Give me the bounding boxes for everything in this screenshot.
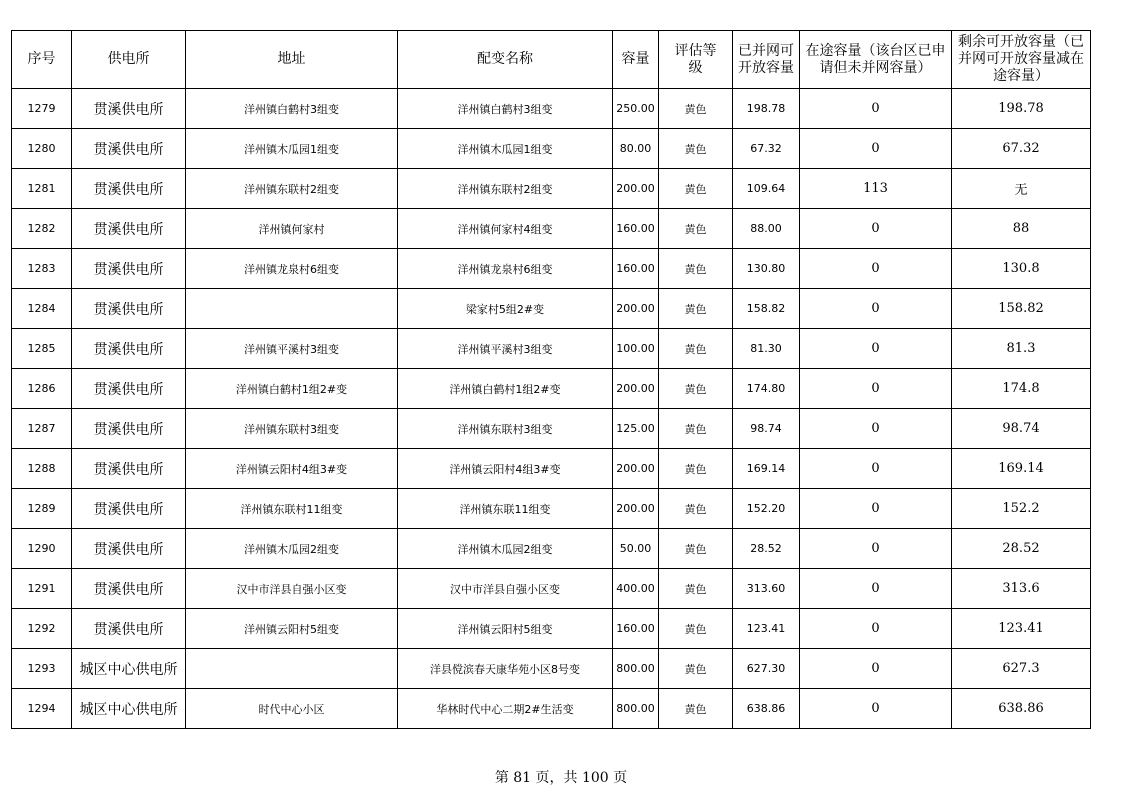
cell-capacity: 800.00 <box>613 649 659 689</box>
cell-station: 贯溪供电所 <box>72 569 186 609</box>
cell-no: 1284 <box>12 289 72 329</box>
cell-capacity: 200.00 <box>613 169 659 209</box>
cell-station: 贯溪供电所 <box>72 89 186 129</box>
cell-connected: 88.00 <box>733 209 800 249</box>
cell-address <box>186 289 398 329</box>
table-row <box>12 529 1091 569</box>
header-capacity: 容量 <box>613 31 659 89</box>
cell-address: 洋州镇何家村 <box>186 209 398 249</box>
cell-address: 洋州镇木瓜园1组变 <box>186 129 398 169</box>
cell-connected: 158.82 <box>733 289 800 329</box>
cell-address: 汉中市洋县自强小区变 <box>186 569 398 609</box>
cell-remaining: 81.3 <box>952 329 1091 369</box>
cell-capacity: 200.00 <box>613 449 659 489</box>
cell-station: 贯溪供电所 <box>72 369 186 409</box>
cell-address: 洋州镇东联村3组变 <box>186 409 398 449</box>
cell-transformer: 洋州镇东联村2组变 <box>398 169 613 209</box>
table-row <box>12 249 1091 289</box>
cell-no: 1292 <box>12 609 72 649</box>
cell-remaining: 627.3 <box>952 649 1091 689</box>
cell-station: 贯溪供电所 <box>72 249 186 289</box>
cell-station: 贯溪供电所 <box>72 489 186 529</box>
table-row <box>12 89 1091 129</box>
cell-pending: 113 <box>800 169 952 209</box>
cell-connected: 130.80 <box>733 249 800 289</box>
cell-connected: 169.14 <box>733 449 800 489</box>
cell-pending: 0 <box>800 569 952 609</box>
table-row <box>12 169 1091 209</box>
table-row <box>12 329 1091 369</box>
cell-grade: 黄色 <box>659 89 733 129</box>
table-row <box>12 489 1091 529</box>
cell-connected: 198.78 <box>733 89 800 129</box>
cell-station: 城区中心供电所 <box>72 689 186 729</box>
cell-grade: 黄色 <box>659 529 733 569</box>
cell-capacity: 200.00 <box>613 289 659 329</box>
table-row <box>12 649 1091 689</box>
cell-station: 贯溪供电所 <box>72 129 186 169</box>
table-row <box>12 689 1091 729</box>
cell-no: 1279 <box>12 89 72 129</box>
cell-grade: 黄色 <box>659 329 733 369</box>
cell-address: 时代中心小区 <box>186 689 398 729</box>
table-row <box>12 449 1091 489</box>
cell-grade: 黄色 <box>659 609 733 649</box>
cell-remaining: 130.8 <box>952 249 1091 289</box>
cell-no: 1287 <box>12 409 72 449</box>
cell-capacity: 125.00 <box>613 409 659 449</box>
cell-station: 贯溪供电所 <box>72 209 186 249</box>
cell-pending: 0 <box>800 649 952 689</box>
cell-capacity: 100.00 <box>613 329 659 369</box>
cell-no: 1291 <box>12 569 72 609</box>
cell-transformer: 洋州镇白鹤村1组2#变 <box>398 369 613 409</box>
cell-grade: 黄色 <box>659 409 733 449</box>
cell-remaining: 67.32 <box>952 129 1091 169</box>
cell-station: 城区中心供电所 <box>72 649 186 689</box>
header-address: 地址 <box>186 31 398 89</box>
cell-no: 1282 <box>12 209 72 249</box>
cell-station: 贯溪供电所 <box>72 609 186 649</box>
table-row <box>12 569 1091 609</box>
cell-transformer: 洋州镇何家村4组变 <box>398 209 613 249</box>
cell-grade: 黄色 <box>659 489 733 529</box>
cell-remaining: 158.82 <box>952 289 1091 329</box>
cell-address <box>186 649 398 689</box>
cell-connected: 123.41 <box>733 609 800 649</box>
cell-transformer: 洋州镇东联村3组变 <box>398 409 613 449</box>
header-pending: 在途容量（该台区已申请但未并网容量） <box>800 31 952 89</box>
cell-grade: 黄色 <box>659 569 733 609</box>
cell-connected: 174.80 <box>733 369 800 409</box>
cell-transformer: 华林时代中心二期2#生活变 <box>398 689 613 729</box>
cell-remaining: 88 <box>952 209 1091 249</box>
cell-pending: 0 <box>800 489 952 529</box>
cell-remaining: 313.6 <box>952 569 1091 609</box>
cell-capacity: 160.00 <box>613 209 659 249</box>
cell-remaining: 198.78 <box>952 89 1091 129</box>
cell-address: 洋州镇木瓜园2组变 <box>186 529 398 569</box>
cell-connected: 313.60 <box>733 569 800 609</box>
cell-transformer: 洋州镇东联11组变 <box>398 489 613 529</box>
cell-remaining: 无 <box>952 169 1091 209</box>
cell-pending: 0 <box>800 409 952 449</box>
cell-no: 1294 <box>12 689 72 729</box>
cell-transformer: 洋州镇木瓜园2组变 <box>398 529 613 569</box>
cell-remaining: 123.41 <box>952 609 1091 649</box>
header-grade: 评估等级 <box>659 31 733 89</box>
page-footer: 第 81 页，共 100 页 <box>494 770 628 786</box>
cell-station: 贯溪供电所 <box>72 409 186 449</box>
cell-station: 贯溪供电所 <box>72 169 186 209</box>
cell-pending: 0 <box>800 329 952 369</box>
cell-address: 洋州镇白鹤村1组2#变 <box>186 369 398 409</box>
cell-capacity: 50.00 <box>613 529 659 569</box>
table-row <box>12 609 1091 649</box>
cell-address: 洋州镇白鹤村3组变 <box>186 89 398 129</box>
cell-station: 贯溪供电所 <box>72 529 186 569</box>
cell-capacity: 800.00 <box>613 689 659 729</box>
header-station: 供电所 <box>72 31 186 89</box>
cell-grade: 黄色 <box>659 129 733 169</box>
cell-pending: 0 <box>800 289 952 329</box>
cell-transformer: 洋州镇木瓜园1组变 <box>398 129 613 169</box>
cell-grade: 黄色 <box>659 209 733 249</box>
cell-grade: 黄色 <box>659 169 733 209</box>
table-row <box>12 409 1091 449</box>
cell-transformer: 汉中市洋县自强小区变 <box>398 569 613 609</box>
cell-pending: 0 <box>800 689 952 729</box>
cell-no: 1286 <box>12 369 72 409</box>
cell-no: 1280 <box>12 129 72 169</box>
cell-address: 洋州镇云阳村5组变 <box>186 609 398 649</box>
cell-grade: 黄色 <box>659 449 733 489</box>
cell-pending: 0 <box>800 369 952 409</box>
cell-pending: 0 <box>800 249 952 289</box>
cell-connected: 152.20 <box>733 489 800 529</box>
cell-grade: 黄色 <box>659 689 733 729</box>
cell-capacity: 80.00 <box>613 129 659 169</box>
cell-remaining: 174.8 <box>952 369 1091 409</box>
cell-transformer: 洋县傥滨春天康华苑小区8号变 <box>398 649 613 689</box>
cell-no: 1281 <box>12 169 72 209</box>
cell-connected: 638.86 <box>733 689 800 729</box>
cell-capacity: 250.00 <box>613 89 659 129</box>
cell-no: 1293 <box>12 649 72 689</box>
cell-connected: 109.64 <box>733 169 800 209</box>
table-row <box>12 129 1091 169</box>
cell-transformer: 洋州镇平溪村3组变 <box>398 329 613 369</box>
header-remaining: 剩余可开放容量（已并网可开放容量减在途容量） <box>952 31 1091 89</box>
cell-connected: 81.30 <box>733 329 800 369</box>
table-row <box>12 209 1091 249</box>
cell-address: 洋州镇云阳村4组3#变 <box>186 449 398 489</box>
cell-station: 贯溪供电所 <box>72 289 186 329</box>
cell-capacity: 400.00 <box>613 569 659 609</box>
header-transformer: 配变名称 <box>398 31 613 89</box>
cell-pending: 0 <box>800 529 952 569</box>
cell-transformer: 洋州镇云阳村4组3#变 <box>398 449 613 489</box>
cell-address: 洋州镇东联村2组变 <box>186 169 398 209</box>
cell-pending: 0 <box>800 209 952 249</box>
cell-remaining: 28.52 <box>952 529 1091 569</box>
cell-no: 1283 <box>12 249 72 289</box>
cell-address: 洋州镇东联村11组变 <box>186 489 398 529</box>
capacity-table <box>11 30 1091 729</box>
cell-pending: 0 <box>800 449 952 489</box>
cell-transformer: 梁家村5组2#变 <box>398 289 613 329</box>
cell-station: 贯溪供电所 <box>72 449 186 489</box>
cell-transformer: 洋州镇白鹤村3组变 <box>398 89 613 129</box>
cell-remaining: 98.74 <box>952 409 1091 449</box>
cell-transformer: 洋州镇云阳村5组变 <box>398 609 613 649</box>
header-no: 序号 <box>12 31 72 89</box>
table-row <box>12 369 1091 409</box>
cell-capacity: 160.00 <box>613 249 659 289</box>
cell-capacity: 160.00 <box>613 609 659 649</box>
cell-connected: 28.52 <box>733 529 800 569</box>
cell-pending: 0 <box>800 609 952 649</box>
cell-grade: 黄色 <box>659 649 733 689</box>
cell-remaining: 638.86 <box>952 689 1091 729</box>
cell-grade: 黄色 <box>659 249 733 289</box>
cell-grade: 黄色 <box>659 289 733 329</box>
cell-address: 洋州镇龙泉村6组变 <box>186 249 398 289</box>
cell-connected: 627.30 <box>733 649 800 689</box>
cell-grade: 黄色 <box>659 369 733 409</box>
cell-no: 1285 <box>12 329 72 369</box>
cell-no: 1288 <box>12 449 72 489</box>
cell-station: 贯溪供电所 <box>72 329 186 369</box>
cell-pending: 0 <box>800 89 952 129</box>
cell-connected: 67.32 <box>733 129 800 169</box>
table-header-row <box>12 31 1091 89</box>
cell-remaining: 152.2 <box>952 489 1091 529</box>
cell-remaining: 169.14 <box>952 449 1091 489</box>
cell-connected: 98.74 <box>733 409 800 449</box>
cell-transformer: 洋州镇龙泉村6组变 <box>398 249 613 289</box>
header-connected: 已并网可开放容量 <box>733 31 800 89</box>
cell-capacity: 200.00 <box>613 489 659 529</box>
cell-no: 1290 <box>12 529 72 569</box>
cell-no: 1289 <box>12 489 72 529</box>
cell-address: 洋州镇平溪村3组变 <box>186 329 398 369</box>
cell-pending: 0 <box>800 129 952 169</box>
cell-capacity: 200.00 <box>613 369 659 409</box>
table-row <box>12 289 1091 329</box>
table-body <box>12 89 1091 729</box>
